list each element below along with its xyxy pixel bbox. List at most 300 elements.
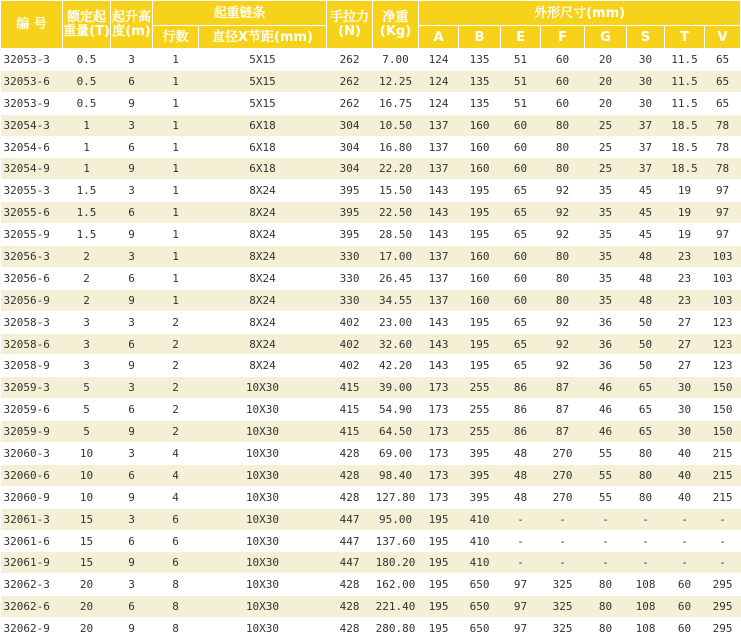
cell-model: 32054-3	[1, 114, 63, 136]
cell-chain-rows: 2	[153, 421, 199, 443]
cell-pull: 428	[327, 618, 373, 640]
table-row	[1, 202, 741, 224]
cell-dim-a: 195	[419, 618, 459, 640]
cell-load: 2	[63, 246, 111, 268]
cell-dim-a: 137	[419, 158, 459, 180]
cell-dim-t: 27	[665, 333, 705, 355]
cell-dim-b: 410	[459, 508, 501, 530]
cell-chain-spec: 10X30	[199, 421, 327, 443]
cell-pull: 428	[327, 596, 373, 618]
cell-dim-g: 80	[585, 574, 627, 596]
cell-model: 32053-6	[1, 70, 63, 92]
cell-chain-spec: 6X18	[199, 136, 327, 158]
table-row	[1, 114, 741, 136]
table-row	[1, 486, 741, 508]
header-dim-s: S	[627, 26, 665, 49]
cell-dim-t: 27	[665, 311, 705, 333]
cell-chain-rows: 6	[153, 530, 199, 552]
table-row	[1, 49, 741, 71]
cell-model: 32062-9	[1, 618, 63, 640]
cell-dim-g: 20	[585, 70, 627, 92]
cell-load: 5	[63, 377, 111, 399]
cell-chain-rows: 4	[153, 464, 199, 486]
header-dim-f: F	[541, 26, 585, 49]
header-model: 编 号	[1, 1, 63, 49]
cell-dim-a: 124	[419, 49, 459, 71]
cell-chain-rows: 4	[153, 443, 199, 465]
cell-dim-e: 60	[501, 158, 541, 180]
cell-dim-t: 60	[665, 618, 705, 640]
cell-dim-b: 410	[459, 552, 501, 574]
header-dim-v: V	[705, 26, 741, 49]
cell-pull: 395	[327, 224, 373, 246]
cell-dim-t: 18.5	[665, 114, 705, 136]
cell-dim-e: 97	[501, 574, 541, 596]
cell-model: 32056-6	[1, 267, 63, 289]
cell-weight: 127.80	[373, 486, 419, 508]
cell-dim-t: 18.5	[665, 158, 705, 180]
cell-dim-g: 36	[585, 311, 627, 333]
cell-dim-a: 143	[419, 311, 459, 333]
cell-dim-e: 48	[501, 486, 541, 508]
cell-load: 5	[63, 421, 111, 443]
cell-weight: 280.80	[373, 618, 419, 640]
cell-chain-spec: 8X24	[199, 267, 327, 289]
cell-dim-v: 123	[705, 333, 741, 355]
cell-dim-b: 195	[459, 180, 501, 202]
cell-dim-g: 25	[585, 114, 627, 136]
cell-weight: 23.00	[373, 311, 419, 333]
cell-dim-g: 55	[585, 486, 627, 508]
cell-dim-g: 80	[585, 596, 627, 618]
cell-dim-e: 65	[501, 333, 541, 355]
cell-dim-t: 23	[665, 267, 705, 289]
cell-chain-rows: 4	[153, 486, 199, 508]
cell-model: 32059-9	[1, 421, 63, 443]
table-row	[1, 158, 741, 180]
cell-dim-f: 270	[541, 486, 585, 508]
cell-lift: 3	[111, 114, 153, 136]
cell-lift: 3	[111, 49, 153, 71]
cell-dim-v: 65	[705, 92, 741, 114]
cell-model: 32060-3	[1, 443, 63, 465]
cell-dim-f: 92	[541, 311, 585, 333]
header-pull: 手拉力(N)	[327, 1, 373, 49]
cell-dim-s: 65	[627, 377, 665, 399]
cell-dim-f: 92	[541, 180, 585, 202]
cell-dim-g: -	[585, 508, 627, 530]
cell-dim-t: -	[665, 552, 705, 574]
cell-chain-spec: 6X18	[199, 114, 327, 136]
cell-chain-rows: 1	[153, 289, 199, 311]
cell-chain-rows: 1	[153, 114, 199, 136]
cell-dim-e: 65	[501, 311, 541, 333]
cell-lift: 6	[111, 70, 153, 92]
cell-dim-b: 135	[459, 70, 501, 92]
cell-dim-g: 25	[585, 158, 627, 180]
cell-dim-v: 97	[705, 202, 741, 224]
cell-dim-t: 40	[665, 464, 705, 486]
table-row	[1, 574, 741, 596]
cell-model: 32062-3	[1, 574, 63, 596]
cell-dim-t: -	[665, 530, 705, 552]
cell-lift: 9	[111, 421, 153, 443]
cell-dim-s: 80	[627, 443, 665, 465]
cell-dim-g: 25	[585, 136, 627, 158]
cell-dim-b: 255	[459, 377, 501, 399]
cell-model: 32055-3	[1, 180, 63, 202]
cell-dim-g: 55	[585, 443, 627, 465]
cell-dim-g: 20	[585, 92, 627, 114]
cell-dim-f: -	[541, 508, 585, 530]
cell-chain-rows: 6	[153, 552, 199, 574]
cell-dim-a: 137	[419, 267, 459, 289]
cell-dim-b: 195	[459, 333, 501, 355]
cell-load: 20	[63, 618, 111, 640]
cell-dim-b: 195	[459, 202, 501, 224]
cell-dim-v: 103	[705, 289, 741, 311]
cell-dim-b: 650	[459, 574, 501, 596]
cell-weight: 16.75	[373, 92, 419, 114]
cell-dim-g: 35	[585, 246, 627, 268]
cell-chain-spec: 5X15	[199, 70, 327, 92]
cell-pull: 428	[327, 486, 373, 508]
cell-dim-v: 65	[705, 49, 741, 71]
table-row	[1, 596, 741, 618]
cell-dim-v: 103	[705, 267, 741, 289]
cell-dim-b: 650	[459, 618, 501, 640]
cell-dim-f: 60	[541, 49, 585, 71]
cell-dim-a: 173	[419, 399, 459, 421]
header-chain-rows: 行数	[153, 26, 199, 49]
cell-dim-s: 30	[627, 70, 665, 92]
cell-dim-s: 48	[627, 267, 665, 289]
cell-dim-f: 80	[541, 158, 585, 180]
cell-dim-f: 60	[541, 70, 585, 92]
cell-dim-g: -	[585, 552, 627, 574]
cell-load: 5	[63, 399, 111, 421]
cell-dim-f: -	[541, 552, 585, 574]
cell-dim-t: 30	[665, 421, 705, 443]
cell-dim-v: 123	[705, 311, 741, 333]
cell-dim-v: 215	[705, 464, 741, 486]
cell-lift: 9	[111, 224, 153, 246]
table-header	[1, 1, 741, 49]
cell-dim-f: 87	[541, 399, 585, 421]
cell-load: 10	[63, 486, 111, 508]
cell-dim-f: 270	[541, 443, 585, 465]
cell-weight: 69.00	[373, 443, 419, 465]
cell-dim-s: 48	[627, 289, 665, 311]
cell-dim-v: 215	[705, 486, 741, 508]
cell-lift: 6	[111, 530, 153, 552]
cell-dim-b: 195	[459, 224, 501, 246]
cell-chain-rows: 1	[153, 246, 199, 268]
cell-dim-a: 173	[419, 377, 459, 399]
cell-dim-f: 87	[541, 377, 585, 399]
cell-dim-s: 80	[627, 486, 665, 508]
cell-model: 32053-3	[1, 49, 63, 71]
cell-dim-s: 37	[627, 158, 665, 180]
cell-dim-a: 173	[419, 486, 459, 508]
cell-weight: 98.40	[373, 464, 419, 486]
cell-dim-s: 50	[627, 355, 665, 377]
cell-weight: 64.50	[373, 421, 419, 443]
cell-dim-b: 160	[459, 267, 501, 289]
cell-load: 15	[63, 552, 111, 574]
cell-weight: 15.50	[373, 180, 419, 202]
cell-pull: 330	[327, 246, 373, 268]
cell-weight: 28.50	[373, 224, 419, 246]
header-chain-group: 起重链条	[153, 1, 327, 26]
table-row	[1, 136, 741, 158]
cell-lift: 9	[111, 158, 153, 180]
cell-dim-t: 19	[665, 224, 705, 246]
header-dim-a: A	[419, 26, 459, 49]
cell-chain-rows: 2	[153, 399, 199, 421]
cell-dim-e: 51	[501, 92, 541, 114]
cell-lift: 3	[111, 180, 153, 202]
cell-model: 32058-3	[1, 311, 63, 333]
cell-dim-e: 65	[501, 355, 541, 377]
cell-model: 32060-9	[1, 486, 63, 508]
cell-dim-b: 135	[459, 49, 501, 71]
cell-chain-rows: 1	[153, 158, 199, 180]
cell-dim-t: 23	[665, 289, 705, 311]
cell-pull: 415	[327, 399, 373, 421]
cell-dim-e: 60	[501, 246, 541, 268]
cell-load: 10	[63, 464, 111, 486]
cell-load: 1.5	[63, 202, 111, 224]
header-weight: 净重(Kg)	[373, 1, 419, 49]
cell-chain-rows: 2	[153, 333, 199, 355]
cell-pull: 395	[327, 180, 373, 202]
cell-dim-v: -	[705, 508, 741, 530]
cell-lift: 9	[111, 92, 153, 114]
cell-dim-a: 137	[419, 289, 459, 311]
cell-weight: 16.80	[373, 136, 419, 158]
cell-dim-a: 195	[419, 574, 459, 596]
cell-dim-s: 65	[627, 399, 665, 421]
cell-chain-spec: 8X24	[199, 180, 327, 202]
cell-chain-spec: 10X30	[199, 508, 327, 530]
cell-dim-s: 48	[627, 246, 665, 268]
cell-model: 32058-6	[1, 333, 63, 355]
cell-dim-a: 195	[419, 508, 459, 530]
cell-dim-f: 325	[541, 618, 585, 640]
header-dim-t: T	[665, 26, 705, 49]
table-row	[1, 421, 741, 443]
cell-dim-s: 65	[627, 421, 665, 443]
cell-dim-a: 195	[419, 596, 459, 618]
cell-dim-s: 45	[627, 224, 665, 246]
cell-chain-rows: 8	[153, 574, 199, 596]
cell-dim-s: 108	[627, 618, 665, 640]
cell-load: 1.5	[63, 224, 111, 246]
cell-dim-b: 410	[459, 530, 501, 552]
header-chain-spec: 直径X节距(mm)	[199, 26, 327, 49]
cell-load: 3	[63, 333, 111, 355]
cell-dim-f: 325	[541, 596, 585, 618]
cell-dim-b: 160	[459, 158, 501, 180]
table-row	[1, 464, 741, 486]
cell-dim-s: 45	[627, 180, 665, 202]
cell-dim-t: 40	[665, 443, 705, 465]
cell-chain-rows: 2	[153, 311, 199, 333]
cell-pull: 415	[327, 421, 373, 443]
cell-dim-e: 65	[501, 224, 541, 246]
cell-dim-e: 60	[501, 114, 541, 136]
cell-load: 15	[63, 508, 111, 530]
cell-dim-v: 150	[705, 399, 741, 421]
cell-dim-t: -	[665, 508, 705, 530]
cell-load: 15	[63, 530, 111, 552]
cell-dim-g: 46	[585, 399, 627, 421]
cell-weight: 22.50	[373, 202, 419, 224]
cell-pull: 330	[327, 267, 373, 289]
cell-model: 32062-6	[1, 596, 63, 618]
cell-lift: 3	[111, 508, 153, 530]
cell-pull: 304	[327, 158, 373, 180]
cell-chain-rows: 1	[153, 180, 199, 202]
cell-dim-g: 55	[585, 464, 627, 486]
cell-lift: 6	[111, 333, 153, 355]
cell-dim-a: 173	[419, 421, 459, 443]
cell-model: 32053-9	[1, 92, 63, 114]
cell-chain-spec: 8X24	[199, 246, 327, 268]
cell-lift: 9	[111, 486, 153, 508]
cell-dim-t: 60	[665, 574, 705, 596]
cell-dim-e: 51	[501, 49, 541, 71]
cell-chain-rows: 1	[153, 70, 199, 92]
cell-dim-s: -	[627, 552, 665, 574]
cell-dim-v: 150	[705, 421, 741, 443]
cell-dim-v: 78	[705, 136, 741, 158]
table-row	[1, 552, 741, 574]
cell-model: 32060-6	[1, 464, 63, 486]
cell-dim-s: -	[627, 508, 665, 530]
table-row	[1, 443, 741, 465]
cell-dim-s: 50	[627, 333, 665, 355]
cell-dim-e: 65	[501, 202, 541, 224]
cell-chain-rows: 1	[153, 136, 199, 158]
cell-pull: 402	[327, 311, 373, 333]
cell-load: 1	[63, 114, 111, 136]
cell-dim-f: 80	[541, 246, 585, 268]
cell-dim-f: 92	[541, 333, 585, 355]
header-dims-group: 外形尺寸(mm)	[419, 1, 741, 26]
cell-dim-e: 97	[501, 596, 541, 618]
cell-chain-rows: 1	[153, 224, 199, 246]
cell-dim-s: 45	[627, 202, 665, 224]
cell-pull: 262	[327, 70, 373, 92]
table-row	[1, 70, 741, 92]
cell-chain-spec: 8X24	[199, 224, 327, 246]
cell-dim-b: 135	[459, 92, 501, 114]
cell-chain-spec: 8X24	[199, 311, 327, 333]
cell-lift: 6	[111, 202, 153, 224]
cell-chain-spec: 8X24	[199, 333, 327, 355]
cell-model: 32058-9	[1, 355, 63, 377]
cell-chain-rows: 1	[153, 267, 199, 289]
header-dim-e: E	[501, 26, 541, 49]
cell-chain-spec: 8X24	[199, 355, 327, 377]
cell-load: 20	[63, 574, 111, 596]
cell-lift: 6	[111, 464, 153, 486]
cell-dim-e: -	[501, 508, 541, 530]
cell-dim-t: 23	[665, 246, 705, 268]
cell-weight: 12.25	[373, 70, 419, 92]
table-row	[1, 246, 741, 268]
cell-dim-a: 173	[419, 464, 459, 486]
cell-pull: 415	[327, 377, 373, 399]
cell-dim-v: 103	[705, 246, 741, 268]
cell-dim-e: 97	[501, 618, 541, 640]
cell-dim-g: 46	[585, 377, 627, 399]
cell-model: 32056-9	[1, 289, 63, 311]
table-row	[1, 267, 741, 289]
cell-lift: 9	[111, 289, 153, 311]
cell-chain-spec: 5X15	[199, 49, 327, 71]
cell-pull: 304	[327, 114, 373, 136]
cell-dim-f: 325	[541, 574, 585, 596]
cell-dim-g: 36	[585, 333, 627, 355]
table-row	[1, 355, 741, 377]
cell-dim-b: 395	[459, 443, 501, 465]
cell-dim-s: 108	[627, 574, 665, 596]
cell-load: 2	[63, 267, 111, 289]
cell-weight: 22.20	[373, 158, 419, 180]
cell-dim-t: 40	[665, 486, 705, 508]
cell-weight: 34.55	[373, 289, 419, 311]
cell-chain-rows: 8	[153, 618, 199, 640]
cell-load: 20	[63, 596, 111, 618]
cell-chain-spec: 6X18	[199, 158, 327, 180]
cell-dim-a: 195	[419, 530, 459, 552]
cell-chain-spec: 10X30	[199, 443, 327, 465]
cell-model: 32061-6	[1, 530, 63, 552]
cell-load: 0.5	[63, 49, 111, 71]
cell-dim-t: 18.5	[665, 136, 705, 158]
cell-dim-g: 35	[585, 202, 627, 224]
cell-dim-v: -	[705, 530, 741, 552]
cell-dim-f: 87	[541, 421, 585, 443]
cell-dim-b: 195	[459, 311, 501, 333]
cell-dim-a: 137	[419, 136, 459, 158]
table-row	[1, 333, 741, 355]
cell-load: 3	[63, 311, 111, 333]
table-body	[1, 49, 741, 640]
cell-weight: 42.20	[373, 355, 419, 377]
cell-load: 0.5	[63, 92, 111, 114]
cell-dim-v: 97	[705, 224, 741, 246]
cell-chain-spec: 10X30	[199, 530, 327, 552]
cell-dim-s: 108	[627, 596, 665, 618]
cell-dim-s: 37	[627, 114, 665, 136]
cell-weight: 180.20	[373, 552, 419, 574]
cell-chain-rows: 6	[153, 508, 199, 530]
cell-chain-spec: 8X24	[199, 289, 327, 311]
cell-model: 32055-9	[1, 224, 63, 246]
cell-pull: 447	[327, 508, 373, 530]
cell-pull: 330	[327, 289, 373, 311]
cell-dim-v: 295	[705, 618, 741, 640]
table-row	[1, 530, 741, 552]
cell-dim-v: 78	[705, 114, 741, 136]
cell-model: 32054-6	[1, 136, 63, 158]
cell-load: 1	[63, 158, 111, 180]
cell-chain-spec: 8X24	[199, 202, 327, 224]
